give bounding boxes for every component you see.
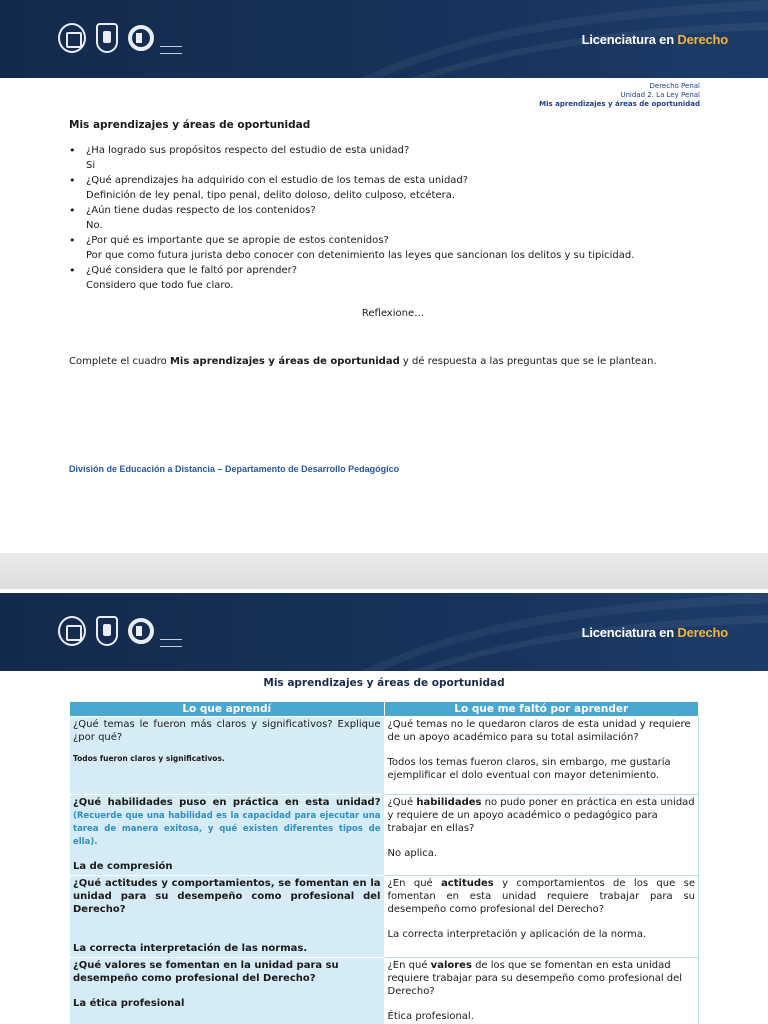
institution-logos <box>58 615 182 647</box>
table-header-row <box>70 702 699 717</box>
reflection-prompt: Reflexione… <box>361 308 425 319</box>
shield-crest-icon <box>96 616 118 646</box>
cell-answer: No aplica. <box>387 848 438 859</box>
answer-text: Si <box>86 160 96 171</box>
cell-question: ¿Qué habilidades puso en práctica en esta unidad? <box>73 797 381 808</box>
table-row <box>70 717 699 795</box>
program-title <box>582 625 728 640</box>
cell-spacer <box>73 848 381 860</box>
table-cell-missing <box>384 876 699 958</box>
table-row <box>70 795 699 876</box>
answer-text: Considero que todo fue claro. <box>86 280 234 291</box>
page-title: Mis aprendizajes y áreas de oportunidad <box>69 119 311 131</box>
table-cell-learned <box>70 958 385 1024</box>
cell-note: (Recuerde que una habilidad es la capacidad para ejecutar una tarea de manera exitosa, y qué existen diferentes tipos de ella). <box>73 811 381 847</box>
cell-question-bold: actitudes <box>441 878 494 889</box>
cell-spacer <box>388 744 696 756</box>
program-title-accent: Derecho <box>677 625 728 640</box>
cell-answer: La de compresión <box>73 861 173 872</box>
cell-spacer <box>73 985 381 997</box>
header-band <box>0 0 768 78</box>
cell-question-post: no pudo poner en práctica en esta unidad y requiere de un apoyo académico o pedagógico para trabajar en ellas? <box>387 797 695 834</box>
column-header-missing: Lo que me faltó por aprender <box>384 702 699 717</box>
cell-question-bold: valores <box>430 960 472 971</box>
instruction-pre: Complete el cuadro <box>69 356 170 367</box>
instruction-post: y dé respuesta a las preguntas que se le plantean. <box>399 356 657 367</box>
logo-caption-lines <box>160 639 182 647</box>
list-item <box>69 263 709 293</box>
cell-question: ¿Qué temas le fueron más claros y significativos? Explique ¿por qué? <box>73 719 381 743</box>
column-header-learned: Lo que aprendí <box>70 702 385 717</box>
cell-question-post: de los que se fomentan en esta unidad requiere trabajar para su desempeño como profesional del Derecho? <box>387 960 683 997</box>
cell-question-pre: ¿En qué <box>387 878 442 889</box>
cell-answer: La correcta interpretación y aplicación de la norma. <box>387 929 647 940</box>
table-cell-missing <box>384 795 699 876</box>
cell-question: ¿Qué actitudes y comportamientos, se fomentan en la unidad para su desempeño como profesional del Derecho? <box>73 878 381 915</box>
cell-question-pre: ¿En qué <box>387 960 431 971</box>
list-item <box>69 203 709 233</box>
cell-question: ¿Qué valores se fomentan en la unidad para su desempeño como profesional del Derecho? <box>73 960 339 984</box>
cell-answer: Todos fueron claros y significativos. <box>73 754 225 763</box>
table-cell-missing <box>384 958 699 1024</box>
unam-seal-icon <box>58 23 86 53</box>
table-row <box>70 958 699 1024</box>
breadcrumb <box>539 82 700 109</box>
list-item <box>69 143 709 173</box>
cell-question: ¿Qué temas no le quedaron claros de esta unidad y requiere de un apoyo académico para su total asimilación? <box>387 719 691 743</box>
learning-table <box>69 701 699 1024</box>
institution-logos <box>58 22 182 54</box>
cell-answer: La correcta interpretación de las normas. <box>73 943 308 954</box>
distance-education-logo-icon <box>128 618 154 644</box>
cell-answer: Ética profesional. <box>387 1011 474 1022</box>
program-title-prefix: Licenciatura en <box>581 32 674 47</box>
program-title-prefix: Licenciatura en <box>581 625 674 640</box>
header-band-page2 <box>0 593 768 671</box>
question-text: ¿Por qué es importante que se apropie de estos contenidos? <box>86 235 389 246</box>
cell-spacer <box>388 916 696 928</box>
question-list <box>69 143 709 293</box>
cell-answer: La ética profesional <box>73 998 185 1009</box>
cell-question-pre: ¿Qué <box>387 797 417 808</box>
question-text: ¿Aún tiene dudas respecto de los contenidos? <box>86 205 316 216</box>
instruction-text <box>69 356 657 367</box>
program-title <box>582 32 728 47</box>
question-text: ¿Ha logrado sus propósitos respecto del estudio de esta unidad? <box>86 145 410 156</box>
table-cell-learned <box>70 876 385 958</box>
table-title: Mis aprendizajes y áreas de oportunidad <box>263 677 505 689</box>
table-row <box>70 876 699 958</box>
answer-text: No. <box>86 220 103 231</box>
cell-spacer <box>73 916 381 942</box>
table-cell-missing <box>384 717 699 795</box>
answer-text: Por que como futura jurista debo conocer con detenimiento las leyes que sancionan los delitos y su tipicidad. <box>86 250 635 261</box>
cell-question-bold: habilidades <box>416 797 482 808</box>
answer-text: Definición de ley penal, tipo penal, delito doloso, delito culposo, etcétera. <box>86 190 456 201</box>
table-cell-learned <box>70 795 385 876</box>
question-text: ¿Qué aprendizajes ha adquirido con el estudio de los temas de esta unidad? <box>86 175 469 186</box>
unam-seal-icon <box>58 616 86 646</box>
breadcrumb-unit: Unidad 2. La Ley Penal <box>620 91 700 99</box>
page-footer: División de Educación a Distancia – Departamento de Desarrollo Pedagógico <box>69 464 400 474</box>
distance-education-logo-icon <box>128 25 154 51</box>
program-title-accent: Derecho <box>677 32 728 47</box>
cell-question-post: y comportamientos de los que se fomentan en esta unidad requiere trabajar para su desempeño como profesional del Derecho? <box>387 878 695 915</box>
logo-caption-lines <box>160 46 182 54</box>
instruction-bold: Mis aprendizajes y áreas de oportunidad <box>169 356 400 367</box>
cell-answer: Todos los temas fueron claros, sin embargo, me gustaría ejemplificar el dolo eventual con mayor detenimiento. <box>387 757 671 781</box>
table-cell-learned <box>70 717 385 795</box>
list-item <box>69 233 709 263</box>
shield-crest-icon <box>96 23 118 53</box>
cell-spacer <box>388 835 696 847</box>
breadcrumb-subject: Derecho Penal <box>649 82 700 90</box>
list-item <box>69 173 709 203</box>
breadcrumb-activity: Mis aprendizajes y áreas de oportunidad <box>539 100 700 108</box>
page-separator <box>0 553 768 589</box>
question-text: ¿Qué considera que le faltó por aprender? <box>86 265 298 276</box>
cell-spacer <box>388 998 696 1010</box>
